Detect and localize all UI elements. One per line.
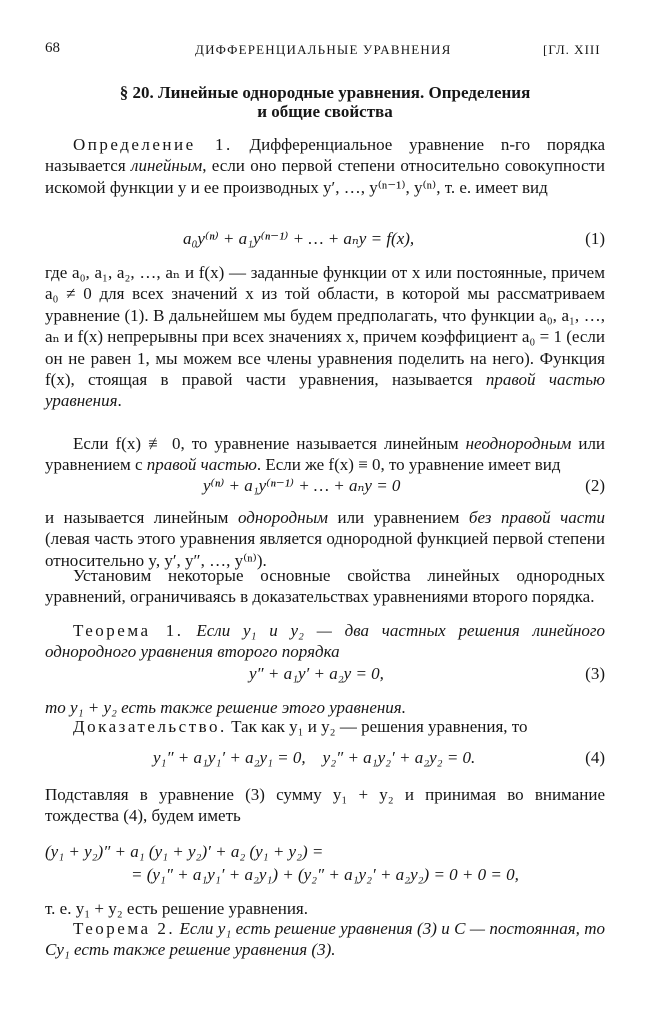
proof-paragraph (45, 716, 605, 737)
equation-2-number: (2) (585, 476, 605, 495)
equation-5-line1: (y₁ + y₂)″ + a₁ (y₁ + y₂)′ + a₂ (y₁ + y₂) = (45, 842, 324, 861)
term-without-right-side: без правой части (468, 508, 606, 527)
equation-1: a₀y⁽ⁿ⁾ + a₁y⁽ⁿ⁻¹⁾ + … + aₙy = f(x), (183, 229, 415, 248)
section-title-line1: § 20. Линейные однородные уравнения. Определения (119, 83, 531, 102)
nonhom-text-b: или уравнением с (45, 434, 606, 475)
nonhomogeneous-paragraph (45, 433, 605, 476)
substitution-paragraph: Подставляя в уравнение (3) сумму y₁ + y₂ и принимая во внимание тождества (4), будем иметь (45, 785, 605, 826)
equation-2: y⁽ⁿ⁾ + a₁y⁽ⁿ⁻¹⁾ + … + aₙy = 0 (203, 476, 401, 495)
page-number: 68 (45, 40, 60, 56)
period: . (117, 391, 122, 411)
definition-label: Определение 1. (73, 135, 233, 154)
running-title: ДИФФЕРЕНЦИАЛЬНЫЕ УРАВНЕНИЯ (195, 42, 452, 57)
theorem-1-conclusion-text: то y₁ + y₂ есть также решение этого уравнения. (45, 698, 406, 717)
nonhom-text-c: . Если же f(x) ≡ 0, то уравнение имеет вид (256, 455, 561, 475)
definition-text-a: Дифференциальное уравнение n-го порядка называется (45, 135, 606, 176)
homogeneous-paragraph (45, 507, 605, 571)
section-title-line2: и общие свойства (257, 102, 393, 121)
equation-3-number: (3) (585, 664, 605, 683)
term-nonhomogeneous: неоднородным (465, 434, 572, 453)
term-right-side: правой частью уравнения (45, 370, 605, 411)
equation-1-number: (1) (585, 229, 605, 248)
proof-text: Так как y₁ и y₂ — решения уравнения, то (231, 717, 528, 736)
coefficients-text: где a₀, a₁, a₂, …, aₙ и f(x) — заданные функции от x или постоянные, причем a₀ ≠ 0 для всех значений x из той области, в которой мы рассматриваем уравнение (1). В дальнейшем мы будем предполагать, что функции a₀, a₁, …, aₙ и f(x) непрерывны при всех значениях x, причем коэффициент a₀ = 1 (если он не равен 1, мы можем все члены уравнения поделить на него). Функция f(x), стоящая в правой части уравнения, называется (45, 263, 605, 390)
properties-paragraph: Установим некоторые основные свойства линейных однородных уравнений, ограничиваясь в доказательствах уравнениями второго порядка. (45, 566, 605, 607)
term-linear: линейным (131, 156, 203, 176)
hom-text-c: (левая часть этого уравнения является однородной функцией первой степени относительно y, y′, y″, …, y⁽ⁿ⁾). (45, 529, 605, 570)
equation-3: y″ + a₁y′ + a₂y = 0, (249, 664, 384, 683)
term-homogeneous: однородным (237, 508, 328, 527)
theorem-1-label: Теорема 1. (73, 621, 184, 640)
theorem-1-text: Если y₁ и y₂ — два частных решения линейного однородного уравнения второго порядка (45, 621, 606, 662)
chapter-label: [ГЛ. XIII (543, 42, 601, 57)
nonhom-text-a: Если f(x) ≢ 0, то уравнение называется линейным (73, 434, 459, 453)
theorem-2 (45, 918, 605, 961)
hom-text-a: и называется линейным (45, 508, 229, 527)
equation-4-number: (4) (585, 748, 605, 767)
equation-5-line2: = (y₁″ + a₁y₁′ + a₂y₁) + (y₂″ + a₁y₂′ + a₂y₂) = 0 + 0 = 0, (131, 865, 519, 884)
term-with-right-side: правой частью (146, 455, 257, 475)
equation-4: y₁″ + a₁y₁′ + a₂y₁ = 0, y₂″ + a₁y₂′ + a₂y₂ = 0. (153, 748, 476, 767)
definition-text-b: , если оно первой степени относительно совокупности искомой функции y и ее производных y′, …, y⁽ⁿ⁻¹⁾, y⁽ⁿ⁾, т. е. имеет вид (45, 156, 606, 197)
theorem-2-text: Если y₁ есть решение уравнения (3) и C — постоянная, то Cy₁ есть также решение уравнения (3). (45, 919, 606, 960)
proof-label: Доказательство. (73, 717, 227, 736)
conclusion-paragraph: т. е. y₁ + y₂ есть решение уравнения. (45, 899, 308, 918)
coefficients-paragraph (45, 262, 605, 412)
theorem-1 (45, 620, 605, 663)
theorem-2-label: Теорема 2. (73, 919, 176, 938)
definition-1-paragraph (45, 134, 605, 198)
hom-text-b: или уравнением (337, 508, 460, 527)
